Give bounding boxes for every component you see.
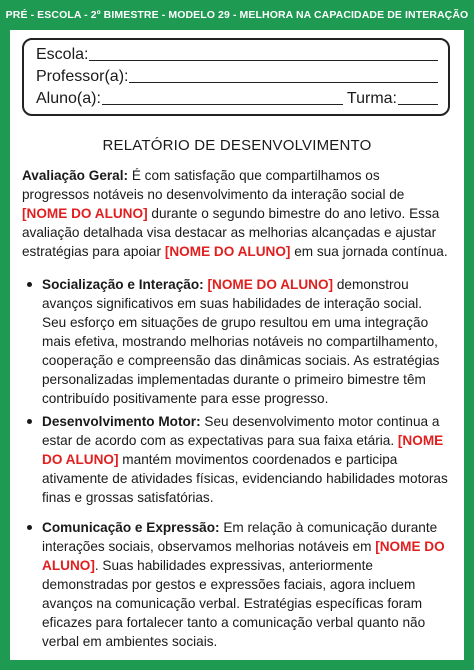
teacher-field[interactable] <box>129 82 438 83</box>
teacher-line <box>36 66 438 88</box>
student-field[interactable] <box>102 104 343 105</box>
identification-box <box>22 38 450 116</box>
student-name-placeholder: [NOME DO ALUNO] <box>207 277 334 292</box>
page-title: RELATÓRIO DE DESENVOLVIMENTO <box>102 137 372 154</box>
section-label: Desenvolvimento Motor: <box>42 414 201 429</box>
student-name-placeholder: [NOME DO ALUNO] <box>42 433 444 467</box>
section-communication: Comunicação e Expressão: Em relação à comunicação durante interações sociais, observamos melhorias notáveis em [NOME DO ALUNO]. Suas habilidades expressivas, anteriormente demonstradas por gestos e expressões faciais, agora incluem avanços na comunicação verbal. Estratégias específicas foram eficazes para fortalecer tanto a comunicação verbal quanto não verbal em ambientes sociais. <box>22 518 450 651</box>
school-line <box>36 44 438 66</box>
student-name-placeholder: [NOME DO ALUNO] <box>164 244 291 259</box>
bullet-icon <box>27 525 32 530</box>
bullet-icon <box>27 419 32 424</box>
school-field[interactable] <box>89 60 438 61</box>
header-banner: PRÉ - ESCOLA - 2º BIMESTRE - MODELO 29 - MELHORA NA CAPACIDADE DE INTERAÇÃO <box>5 9 469 21</box>
teacher-label: Professor(a): <box>36 68 129 85</box>
school-label: Escola: <box>36 46 89 63</box>
class-field[interactable] <box>398 104 438 105</box>
section-label: Comunicação e Expressão: <box>42 520 220 535</box>
general-evaluation: Avaliação Geral: É com satisfação que compartilhamos os progressos notáveis no desenvolvimento da interação social de [NOME DO ALUNO] durante o segundo bimestre do ano letivo. Essa avaliação detalhada visa destacar as melhorias alcançadas e ajustar estratégias para apoiar [NOME DO ALUNO] em sua jornada contínua. <box>22 168 448 259</box>
student-name-placeholder: [NOME DO ALUNO] <box>22 206 148 221</box>
student-label: Aluno(a): <box>36 90 101 107</box>
student-line <box>36 88 438 110</box>
class-label: Turma: <box>346 90 397 107</box>
student-name-placeholder: [NOME DO ALUNO] <box>42 539 445 573</box>
section-motor: Desenvolvimento Motor: Seu desenvolvimento motor continua a estar de acordo com as expectativas para sua faixa etária. [NOME DO ALUNO] mantém movimentos coordenados e participa ativamente de atividades físicas, evidenciando habilidades motoras finas e grossas satisfatórias. <box>22 412 450 507</box>
bullet-icon <box>27 282 32 287</box>
section-label: Socialização e Interação: <box>42 277 204 292</box>
general-label: Avaliação Geral: <box>22 168 129 183</box>
report-body <box>22 166 450 649</box>
section-socialization: Socialização e Interação: [NOME DO ALUNO] demonstrou avanços significativos em suas habilidades de interação social. Seu esforço em situações de grupo resultou em uma integração mais efetiva, mostrando melhorias notáveis no compartilhamento, cooperação e compreensão das dinâmicas sociais. As estratégias personalizadas implementadas durante o primeiro bimestre têm contribuído positivamente para esse progresso. <box>22 275 450 408</box>
